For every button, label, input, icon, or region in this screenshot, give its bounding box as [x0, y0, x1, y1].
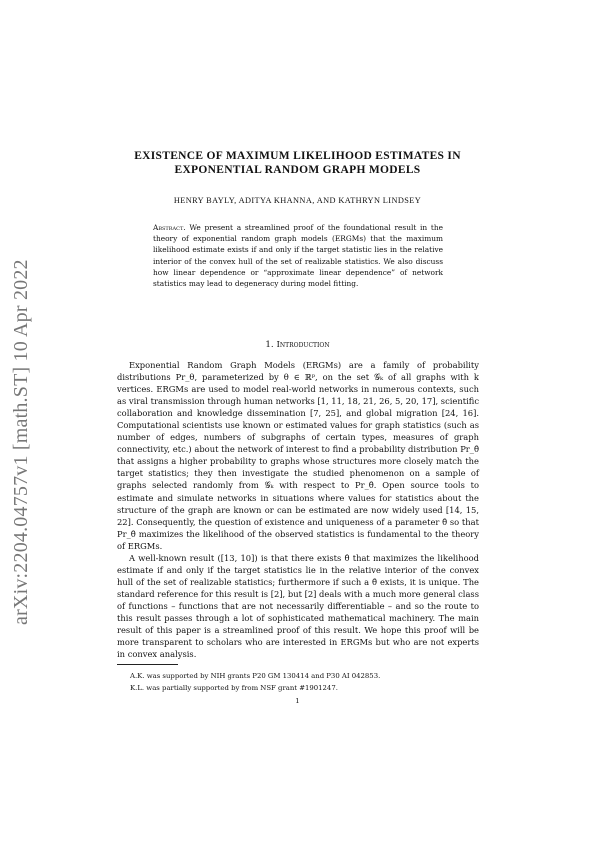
section-number: 1.	[265, 340, 274, 350]
abstract-heading: Abstract.	[153, 223, 186, 232]
paragraph: A well-known result ([13, 10]) is that there exists θ̂ that maximizes the likelihood estimate if and only if the target statistics lie in the relative interior of the convex hull of the set of realizable statistics; furthermore if such a θ̂ exists, it is unique. The standard reference for this result is [2], but [2] deals with a much more general class of functions – functions that are not necessarily differentiable – and so the route to this result passes through a lot of sophisticated mathematical machinery. The main result of this paper is a streamlined proof of this result. We hope this proof will be more transparent to scholars who are interested in ERGMs but who are not experts in convex analysis.	[117, 552, 479, 660]
footnote-rule	[117, 664, 178, 665]
title-line-2: EXPONENTIAL RANDOM GRAPH MODELS	[174, 164, 421, 176]
author-list: HENRY BAYLY, ADITYA KHANNA, AND KATHRYN LINDSEY	[173, 196, 422, 205]
section-title: Introduction	[276, 340, 330, 350]
footnote: K.L. was partially supported by from NSF grant #1901247.	[130, 684, 338, 692]
body-text	[117, 359, 479, 660]
abstract	[153, 222, 443, 289]
section-heading	[0, 340, 595, 350]
page-number: 1	[295, 697, 300, 705]
footnote: A.K. was supported by NIH grants P20 GM 130414 and P30 AI 042853.	[130, 672, 381, 680]
title-line-1: EXISTENCE OF MAXIMUM LIKELIHOOD ESTIMATES IN	[134, 150, 461, 162]
abstract-text: We present a streamlined proof of the foundational result in the theory of exponential random graph models (ERGMs) that the maximum likelihood estimate exists if and only if the target statistic lies in the relative interior of the convex hull of the set of realizable statistics. We also discuss how linear dependence or “approximate linear dependence” of network statistics may lead to degeneracy during model fitting.	[153, 223, 443, 289]
paper-title	[0, 149, 595, 177]
paragraph: Exponential Random Graph Models (ERGMs) are a family of probability distributions Pr_θ, parameterized by θ ∈ ℝᵖ, on the set 𝒢ₖ of all graphs with k vertices. ERGMs are used to model real-world networks in numerous contexts, such as viral transmission through human networks [1, 11, 18, 21, 26, 5, 20, 17], scientific collaboration and knowledge dissemination [7, 25], and global migration [24, 16]. Computational scientists use known or estimated values for graph statistics (such as number of edges, numbers of subgraphs of certain types, measures of graph connectivity, etc.) about the network of interest to find a probability distribution Pr_θ̂ that assigns a higher probability to graphs whose structures more closely match the target statistics; they then investigate the studied phenomenon on a sample of graphs selected randomly from 𝒢ₖ with respect to Pr_θ̂. Open source tools to estimate and simulate networks in situations where values for statistics about the structure of the graph are known or can be estimated are now widely used [14, 15, 22]. Consequently, the question of existence and uniqueness of a parameter θ̂ so that Pr_θ̂ maximizes the likelihood of the observed statistics is fundamental to the theory of ERGMs.	[117, 360, 479, 551]
arxiv-stamp: arXiv:2204.04757v1 [math.ST] 10 Apr 2022	[10, 259, 32, 625]
